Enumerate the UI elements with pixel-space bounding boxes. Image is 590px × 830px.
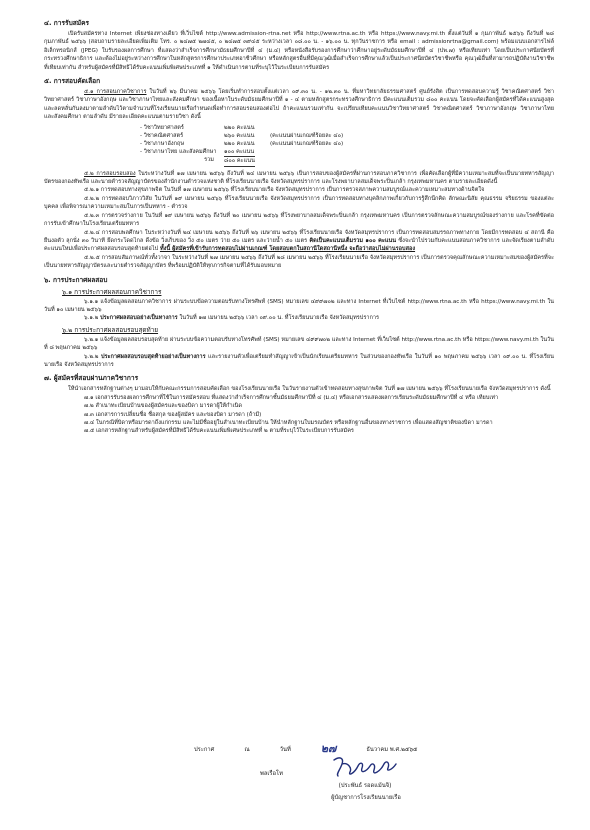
- signer-position: ผู้บัญชาการโรงเรียนนายเรือ: [331, 795, 401, 801]
- subject-name: - วิชาภาษาไทย และสังคมศึกษา: [140, 149, 217, 156]
- section-5-1-body: ในวันที่ ๒๖ มีนาคม ๒๕๖๖ โดยเริ่มทำการสอบตั้งแต่เวลา ๐๙.๓๐ น. - ๑๒.๓๐ น. ที่มหาวิทยาลัยธรรมศาสตร์ ศูนย์รังสิต เป็นการทดสอบความรู้ วิชาคณิตศาสตร์ วิชาวิทยาศาสตร์ วิชาภาษาอังกฤษ และวิชาภาษาไทยและสังคมศึกษา ของเนื้อหาในระดับมัธยมศึกษาปีที่ ๑ - ๔ ตามหลักสูตรกระทรวงศึกษาธิการ มีคะแนนเต็มรวม ๘๐๐ คะแนน โดยจะคัดเลือกผู้สมัครที่ได้คะแนนสูงสุดและลดหลั่นกันลงมาตามลำดับไว้ตามจำนวนที่โรงเรียนนายเรือกำหนดเพื่อทำการสอบรอบสองต่อไป ถ้าคะแนนรวมเท่ากัน จะเปรียบเทียบคะแนนวิชาวิทยาศาสตร์ วิชาคณิตศาสตร์ วิชาภาษาอังกฤษ วิชาภาษาไทย และสังคมศึกษา ตามลำดับ มีรายละเอียดคะแนนตามรายวิชา ดังนี้: [44, 89, 554, 121]
- subject-note: (คะแนนผ่านเกณฑ์ร้อยละ ๔๐): [270, 132, 344, 139]
- section-5-2-text: [44, 170, 554, 187]
- section-6-1-2-text: [44, 314, 554, 322]
- at-label: ณ: [244, 747, 250, 753]
- section-5-heading: ๕. การสอบคัดเลือก: [44, 77, 101, 86]
- section-7-item: ๗.๕ เอกสารหลักฐานสำหรับผู้สมัครที่มีสิทธิได้รับคะแนนเพิ่มพิเศษประเภทที่ ๒ ตามที่ระบุไว้ในระเบียบการรับสมัคร: [84, 428, 354, 435]
- subject-score-table: [140, 124, 554, 167]
- subject-row: [140, 124, 554, 132]
- section-7-intro: ให้นำเอกสารหลักฐานต่างๆ มามอบให้กับคณะกรรมการสอบคัดเลือก ของโรงเรียนนายเรือ ในวันรายงานตัวเข้าทดสอบทางสุขภาพจิต วันที่ ๑๗ เมษายน ๒๕๖๖ ที่โรงเรียนนายเรือ จังหวัดสมุทรปราการ ดังนี้: [68, 386, 551, 393]
- subject-score: ๒๖๐ คะแนน: [224, 132, 255, 139]
- announce-label: ประกาศ: [194, 747, 215, 753]
- section-6-2-1-text: ๖.๒.๑ แจ้งข้อมูลผลสอบรอบสุดท้าย ผ่านระบบข้อความตอบรับทางโทรศัพท์ (SMS) หมายเลข ๔๙๙๗๐๒ และทาง Internet ที่เว็บไซต์ http://www.rtna.ac.th หรือ https://www.navy.mi.th ในวันที่ ๘ พฤษภาคม ๒๕๖๖: [44, 336, 554, 352]
- signature-icon: [330, 754, 400, 780]
- subject-name: - วิชาภาษาอังกฤษ: [140, 141, 185, 148]
- section-5-2-3-text: ๕.๒.๓ การตรวจร่างกาย ในวันที่ ๑๙ เมษายน ๒๕๖๖ ถึงวันที่ ๒๐ เมษายน ๒๕๖๖ ที่โรงพยาบาลสมเด็จพระปิ่นเกล้า กรุงเทพมหานคร เป็นการตรวจลักษณะความสมบูรณ์ของร่างกาย และโรคที่ขัดต่อการรับเข้าศึกษาในโรงเรียนเตรียมทหาร: [44, 212, 554, 228]
- signer-name: (ประพันธ์ รอดแม้นจิ): [338, 783, 392, 789]
- section-5-2-1-text: ๕.๒.๑ การทดสอบทางสุขภาพจิต ในวันที่ ๑๗ เมษายน ๒๕๖๖ ที่โรงเรียนนายเรือ จังหวัดสมุทรปราการ เป็นการตรวจสภาพความสมบูรณ์และความเหมาะสมทางด้านจิตใจ: [84, 187, 485, 194]
- section-5-2-body: ในระหว่างวันที่ ๑๗ เมษายน ๒๕๖๖ ถึงวันที่ ๒๔ เมษายน ๒๕๖๖ เป็นการสอบของผู้สมัครที่ผ่านการสอบภาควิชาการ เพื่อคัดเลือกผู้ที่มีความเหมาะสมที่จะเป็นนายทหารสัญญาบัตรของกองทัพเรือ และนายตำรวจสัญญาบัตรของสำนักงานตำรวจแห่งชาติ ที่โรงเรียนนายเรือ จังหวัดสมุทรปราการ และโรงพยาบาลสมเด็จพระปิ่นเกล้า กรุงเทพมหานคร ตามรายละเอียดดังนี้: [44, 170, 554, 186]
- section-6-2-2-num: ๖.๒.๒: [84, 353, 101, 360]
- rank-label: พลเรือโท: [260, 771, 283, 777]
- section-5-1-label: ๕.๑ การสอบภาควิชาการ: [84, 89, 147, 96]
- subject-row: [140, 140, 554, 148]
- section-5-2-5-text: ๕.๒.๕ การสอบสัมภาษณ์ทั่วทั้งวาจา ในระหว่างวันที่ ๒๗ เมษายน ๒๕๖๖ ถึงวันที่ ๒๘ เมษายน ๒๕๖๖ ที่โรงเรียนนายเรือ จังหวัดสมุทรปราการ เป็นการตรวจคุณลักษณะความเหมาะสมของผู้สมัครที่จะเป็นนายทหารสัญญาบัตรและนายตำรวจสัญญาบัตร ที่พร้อมปฏิบัติให้ทุกภารกิจตามที่ได้รับมอบหมาย: [44, 254, 554, 270]
- section-5-2-2-text: ๕.๒.๒ การทดสอบวิภาววิสัย ในวันที่ ๑๙ เมษายน ๒๕๖๖ ที่โรงเรียนนายเรือ จังหวัดสมุทรปราการ เป็นการทดสอบทางบุคลิกภาพเกี่ยวกับการรู้สึกนึกคิด ลักษณะนิสัย คุณธรรม จริยธรรม ของแต่ละบุคคล เพื่อพิจารณาความเหมาะสมในการเป็นทหาร - ตำรวจ: [44, 195, 554, 211]
- section-6-1-2-num: ๖.๑.๒: [84, 315, 101, 322]
- section-5-2-4-part-c: ซึ่งจะนำไปรวมกับคะแนนสอบภาควิชาการ และจัดเรียงตามลำดับคะแนนใหม่เพื่อประกาศผลสอบรอบสุดท้ายต่อไป: [44, 237, 555, 253]
- day-label: วันที่: [279, 747, 291, 753]
- section-6-2-2-rest: และรายงานตัวเพื่อเตรียมทำสัญญาเข้าเป็นนักเรียนเตรียมทหาร ในส่วนของกองทัพเรือ ในวันที่ ๑๐ พฤษภาคม ๒๕๖๖ เวลา ๐๙.๐๐ น. ที่โรงเรียนนายเรือ จังหวัดสมุทรปราการ: [44, 353, 554, 368]
- total-label: รวม: [204, 157, 214, 164]
- total-score: ๘๐๐ คะแนน: [224, 156, 255, 166]
- section-5-2-label: ๕.๒ การสอบรอบสอง: [84, 170, 136, 177]
- section-4-text: เปิดรับสมัครทาง Internet เพียงช่องทางเดียว ที่เว็บไซต์ http://www.admission-rtna.net หรือ http://www.rtna.ac.th หรือ https://www.navy.mi.th ตั้งแต่วันที่ ๑ กุมภาพันธ์ ๒๕๖๖ ถึงวันที่ ๒๘ กุมภาพันธ์ ๒๕๖๖ (สอบถามรายละเอียดเพิ่มเติม โทร. ๐ ๒๔๗๕ ๒๗๔๕, ๐ ๒๔๗๕ ๓๙๔๕ ระหว่างเวลา ๐๘.๐๐ น. - ๑๖.๐๐ น. ทุกวันราชการ หรือ email : admissionrtna@gmail.com) พร้อมแนบเอกสารไฟล์อิเล็กทรอนิกส์ (JPEG) ใบรับรองผลการศึกษา ที่แสดงว่าสำเร็จการศึกษามัธยมศึกษาปีที่ ๔ (ม.๔) หรือหนังสือรับรองการศึกษาว่าศึกษาอยู่ระดับมัธยมศึกษาปีที่ ๔ (ปพ.๗) หรือเทียบเท่า โดยเป็นประกาศนียบัตรที่กระทรวงศึกษาธิการ และต้องไม่อยู่ระหว่างการศึกษาในหลักสูตรการศึกษาประเภทอาชีวศึกษา หรือหลักสูตรอื่นที่มีคุณวุฒิเมื่อสำเร็จการศึกษาแล้วเป็นประกาศนียบัตรวิชาชีพหรือ คุณวุฒิอื่นที่สามารถปฏิบัติงานวิชาชีพที่เทียบเท่ากัน สำหรับผู้สมัครที่มีสิทธิได้รับคะแนนเพิ่มพิเศษประเภทที่ ๑ ให้ดำเนินการตามที่ระบุไว้ในระเบียบการรับสมัคร: [44, 31, 554, 71]
- section-5-1-text: [44, 88, 554, 122]
- section-7-item: ๗.๒ สำเนาทะเบียนบ้านของผู้สมัครและของบิดา มารดาผู้ให้กำเนิด: [84, 403, 242, 410]
- section-6-1-heading: ๖.๑ การประกาศผลสอบภาควิชาการ: [62, 287, 162, 296]
- section-6-1-1-text: ๖.๑.๑ แจ้งข้อมูลผลสอบภาควิชาการ ผ่านระบบข้อความตอบรับทางโทรศัพท์ (SMS) หมายเลข ๔๙๙๗๐๒ และทาง Internet ที่เว็บไซต์ http://www.rtna.ac.th หรือ https://www.navy.mi.th ในวันที่ ๑๐ เมษายน ๒๕๖๖: [44, 298, 554, 313]
- section-4-heading: ๔. การรับสมัคร: [44, 19, 90, 27]
- section-7-item: ๗.๔ ในกรณีที่บิดาหรือมารดาถึงแก่กรรม และไม่มีชื่ออยู่ในสำเนาทะเบียนบ้าน ให้นำหลักฐานใบมรณบัตร หรือหลักฐานอื่นของทางราชการ เพื่อแสดงสัญชาติของบิดา มารดา: [84, 420, 493, 427]
- subject-note: (คะแนนผ่านเกณฑ์ร้อยละ ๔๐): [270, 141, 344, 148]
- signature-block: [44, 744, 554, 824]
- section-7-heading: ๗. ผู้สมัครที่สอบผ่านภาควิชาการ: [44, 374, 139, 383]
- section-7-item: ๗.๓ เอกสารการเปลี่ยนชื่อ ชื่อสกุล ของผู้สมัคร และของบิดา มารดา (ถ้ามี): [84, 411, 262, 418]
- section-6-2-2-bold: ประกาศผลสอบรอบสุดท้ายอย่างเป็นทางการ: [100, 353, 206, 360]
- subject-score: ๒๒๐ คะแนน: [224, 141, 255, 148]
- section-5-2-4-text: [44, 229, 554, 254]
- subject-score: ๑๐๐ คะแนน: [224, 149, 255, 156]
- subject-row: [140, 132, 554, 140]
- handwritten-signature: [330, 754, 400, 782]
- section-5-2-4-full-score: คิดเป็นคะแนนเต็มรวม ๑๐๐ คะแนน: [309, 237, 397, 244]
- section-6-1-2-rest: ในวันที่ ๑๗ เมษายน ๒๕๖๖ เวลา ๐๙.๐๐ น. ที่โรงเรียนนายเรือ จังหวัดสมุทรปราการ: [177, 315, 380, 322]
- subject-score: ๒๒๐ คะแนน: [224, 124, 255, 131]
- section-6-2-heading: ๖.๒ การประกาศผลสอบรอบสุดท้าย: [62, 325, 159, 334]
- document-page: [44, 14, 554, 436]
- section-5-2-4-warning: ทั้งนี้ ผู้สมัครที่เข้ารับการทดสอบไม่ผ่านเกณฑ์ โดยสอบตกในสถานีใดสถานีหนึ่ง จะถือว่าสอบไม่ผ่านรอบสอง: [159, 246, 416, 253]
- month-year: ธันวาคม พ.ศ.๒๕๖๕: [366, 747, 418, 753]
- total-row: [140, 156, 554, 166]
- subject-name: - วิชาวิทยาศาสตร์: [140, 124, 184, 131]
- subject-name: - วิชาคณิตศาสตร์: [140, 132, 184, 139]
- subject-row: [140, 148, 554, 156]
- section-6-heading: ๖. การประกาศผลสอบ: [44, 275, 108, 284]
- section-6-1-2-bold: ประกาศผลสอบอย่างเป็นทางการ: [100, 315, 178, 322]
- section-7-item: ๗.๑ เอกสารรับรองผลการศึกษาที่ใช้ในการสมัครสอบ ที่แสดงว่าสำเร็จการศึกษาชั้นมัธยมศึกษาปีที่ ๔ (ม.๔) หรือเอกสารแสดงผลการเรียนระดับมัธยมศึกษาปีที่ ๔ หรือ เทียบเท่า: [84, 394, 499, 401]
- section-5-2-4-part-a: ๕.๒.๔ การสอบพลศึกษา ในระหว่างวันที่ ๒๔ เมษายน ๒๕๖๖ ถึงวันที่ ๒๖ เมษายน ๒๕๖๖ ที่โรงเรียนนายเรือ จังหวัดสมุทรปราการ เป็นการทดสอบสมรรถภาพทางกาย โดยมีการทดสอบ ๔ สถานี คือ ยืนงอตัว ลุกนั่ง ๓๐ วินาที ยึดกระโดดไกล ดึงข้อ วิ่งเก็บของ วิ่ง ๕๐ เมตร ว่าย ๕๐ เมตร และว่ายน้ำ ๕๐ เมตร: [44, 229, 554, 244]
- section-6-2-2-text: [44, 353, 554, 370]
- handwritten-day: ๒๗: [320, 742, 337, 755]
